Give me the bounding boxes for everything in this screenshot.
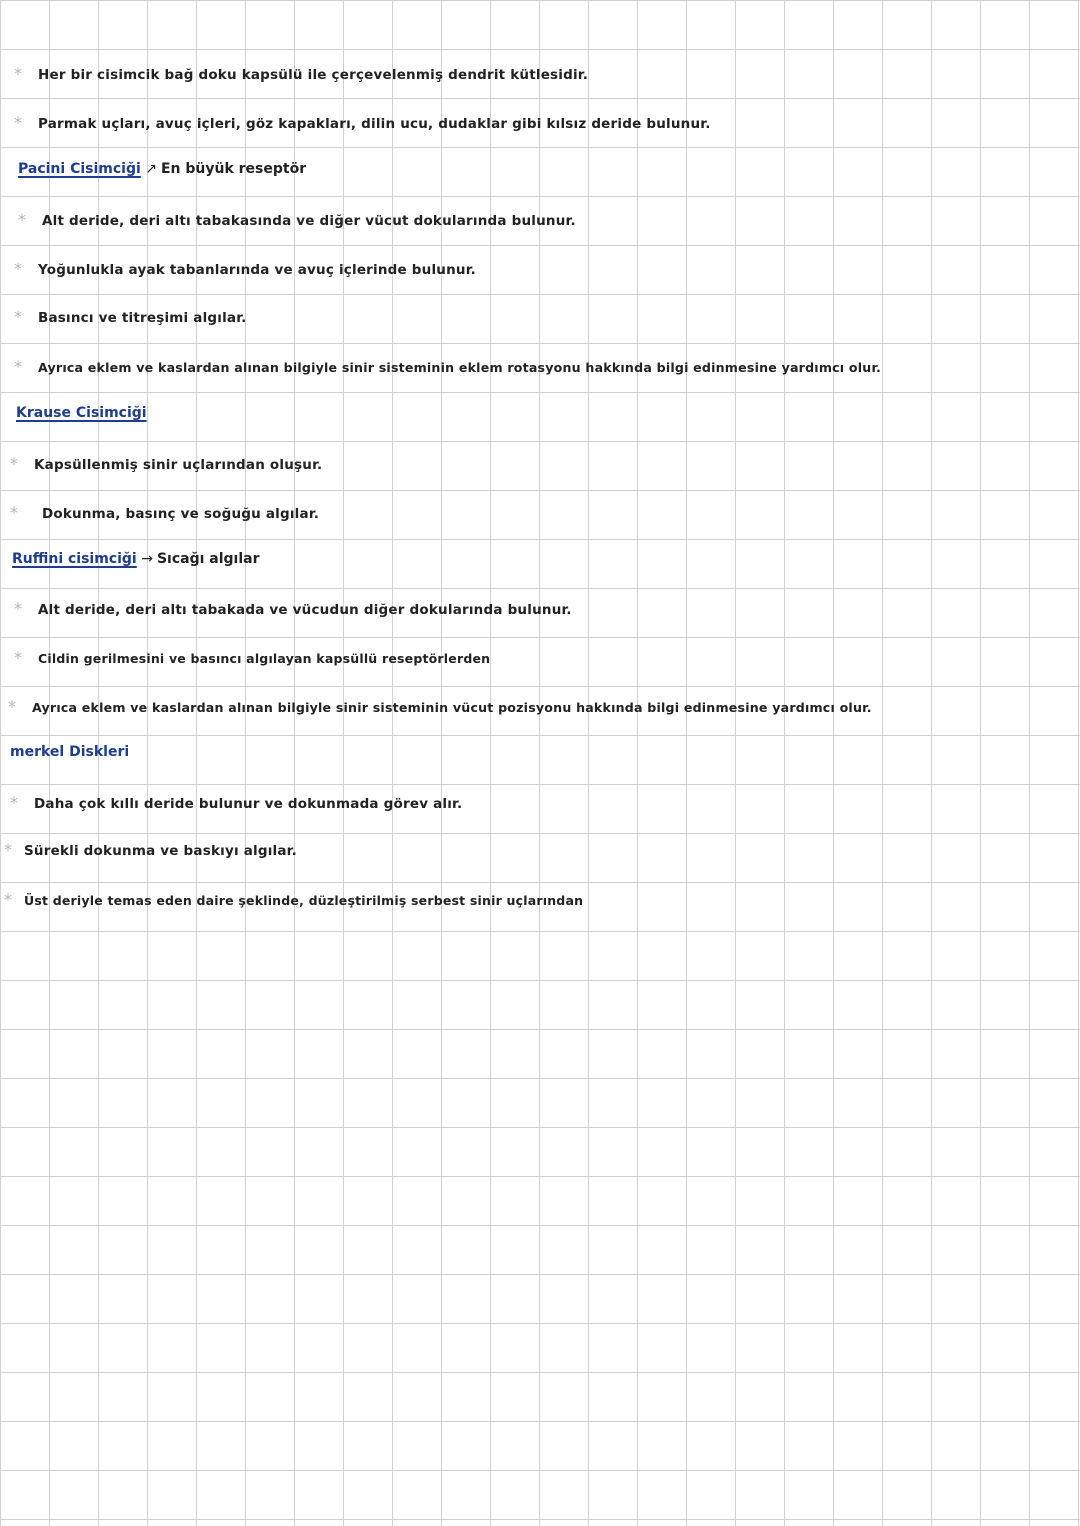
note-text: Her bir cisimcik bağ doku kapsülü ile çerçevelenmiş dendrit kütlesidir. xyxy=(38,67,589,83)
note-line xyxy=(10,503,319,522)
bullet-icon: * xyxy=(10,454,19,473)
note-line xyxy=(4,840,297,859)
note-line xyxy=(14,599,572,618)
bullet-icon: * xyxy=(10,793,19,812)
heading-title: Ruffini cisimciği xyxy=(12,551,137,567)
heading-note: En büyük reseptör xyxy=(160,161,307,177)
section-heading-pacini xyxy=(18,161,306,177)
note-text: Parmak uçları, avuç içleri, göz kapakları, dilin ucu, dudaklar gibi kılsız deride bulunur. xyxy=(38,116,711,132)
section-heading-krause xyxy=(16,405,147,421)
note-text: Kapsüllenmiş sinir uçlarından oluşur. xyxy=(34,457,323,473)
bullet-icon: * xyxy=(10,503,19,522)
note-text: Ayrıca eklem ve kaslardan alınan bilgiyle sinir sisteminin eklem rotasyonu hakkında bilgi edinmesine yardımcı olur. xyxy=(38,360,882,375)
note-line xyxy=(10,454,322,473)
bullet-icon: * xyxy=(14,599,23,618)
section-heading-merkel xyxy=(10,744,129,760)
heading-title: Pacini Cisimciği xyxy=(18,161,141,177)
note-text: Üst deriyle temas eden daire şeklinde, düzleştirilmiş serbest sinir uçlarından xyxy=(24,893,584,908)
bullet-icon: * xyxy=(14,307,23,326)
note-line xyxy=(8,697,872,716)
note-text: Ayrıca eklem ve kaslardan alınan bilgiyle sinir sisteminin vücut pozisyonu hakkında bilgi edinmesine yardımcı olur. xyxy=(32,700,872,715)
heading-title: Krause Cisimciği xyxy=(16,405,147,421)
heading-title: merkel Diskleri xyxy=(10,744,130,760)
section-heading-ruffini xyxy=(12,551,259,567)
note-text: Yoğunlukla ayak tabanlarında ve avuç içlerinde bulunur. xyxy=(38,262,476,278)
bullet-icon: * xyxy=(14,259,23,278)
note-line xyxy=(18,210,576,229)
note-text: Alt deride, deri altı tabakada ve vücudun diğer dokularında bulunur. xyxy=(38,602,572,618)
bullet-icon: * xyxy=(14,357,23,376)
heading-note: Sıcağı algılar xyxy=(156,551,260,567)
note-line xyxy=(14,648,490,667)
arrow-icon: ↗ xyxy=(140,161,157,177)
bullet-icon: * xyxy=(4,890,13,909)
arrow-icon: → xyxy=(136,551,153,567)
note-text: Dokunma, basınç ve soğuğu algılar. xyxy=(42,506,320,522)
bullet-icon: * xyxy=(8,697,17,716)
note-line xyxy=(10,793,462,812)
note-line xyxy=(14,113,711,132)
note-line xyxy=(14,307,247,326)
bullet-icon: * xyxy=(4,840,13,859)
note-line xyxy=(14,357,881,376)
bullet-icon: * xyxy=(14,64,23,83)
note-text: Alt deride, deri altı tabakasında ve diğer vücut dokularında bulunur. xyxy=(42,213,576,229)
bullet-icon: * xyxy=(14,113,23,132)
note-text: Daha çok kıllı deride bulunur ve dokunmada görev alır. xyxy=(34,796,463,812)
note-line xyxy=(14,64,588,83)
note-text: Sürekli dokunma ve baskıyı algılar. xyxy=(24,843,297,859)
bullet-icon: * xyxy=(18,210,27,229)
note-text: Basıncı ve titreşimi algılar. xyxy=(38,310,247,326)
note-line xyxy=(14,259,476,278)
note-text: Cildin gerilmesini ve basıncı algılayan kapsüllü reseptörlerden xyxy=(38,651,491,666)
note-line xyxy=(4,890,583,909)
bullet-icon: * xyxy=(14,648,23,667)
